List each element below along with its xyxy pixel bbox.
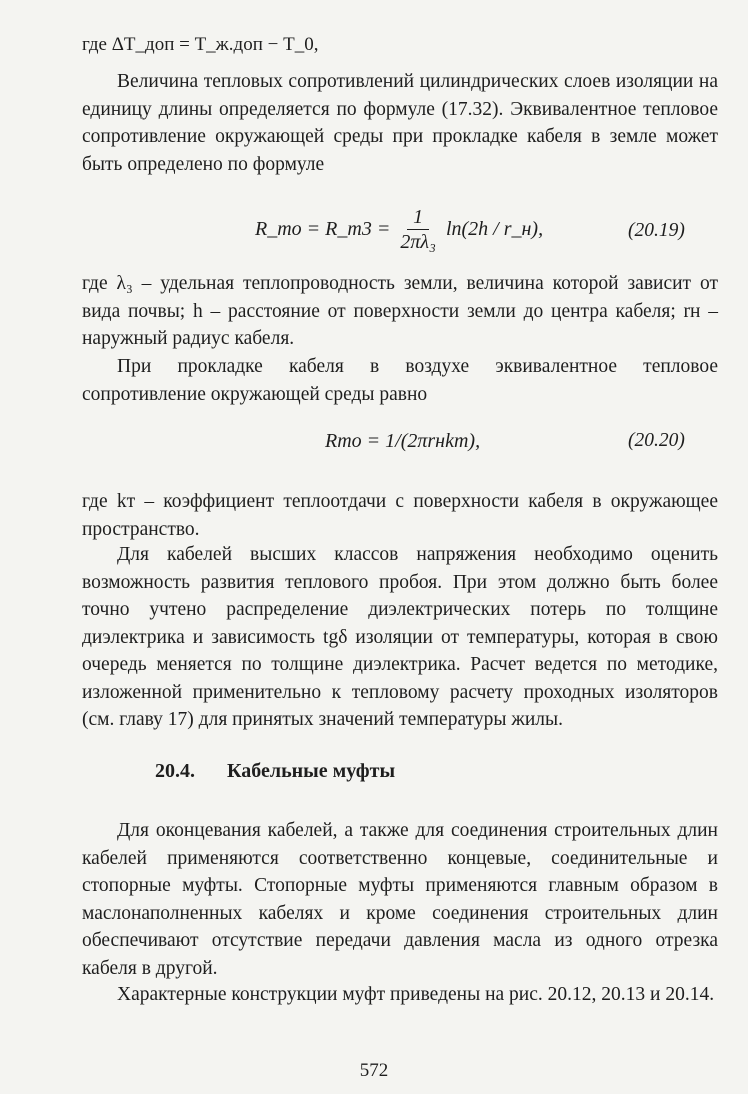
paragraph-heat-transfer-coefficient: где kт – коэффициент теплоотдачи с поверхности кабеля в окружающее пространство. bbox=[82, 491, 718, 540]
page-number: 572 bbox=[359, 1060, 389, 1081]
paragraph-thermal-breakdown: Для кабелей высших классов напряжения необходимо оценить возможность развития теплового пробоя. При этом должно быть более точно учтено распределение диэлектрических потерь по толщине диэлектрика и зависимость tgδ изоляции от температуры, которая в свою очередь меняется по толщине диэлектрика. Расчет ведется по методике, изложенной применительно к тепловому расчету проходных изоляторов (см. главу 17) для принятых значений температуры жилы. bbox=[82, 544, 718, 730]
delta-t-definition: где ΔT_доп = T_ж.доп − T_0, bbox=[82, 34, 319, 55]
equation-number-20-20: (20.20) bbox=[628, 430, 685, 451]
section-heading bbox=[155, 760, 395, 783]
paragraph-cable-joints: Для оконцевания кабелей, а также для соединения строительных длин кабелей применяются соответственно концевые, соединительные и стопорные муфты. Стопорные муфты применяются главным образом в маслонаполненных кабелях и кроме соединения строительных длин обеспечивают отсутствие передачи давления масла из одного отрезка кабеля в другой. bbox=[82, 820, 718, 979]
paragraph-thermal-resistance: Величина тепловых сопротивлений цилиндрических слоев изоляции на единицу длины определяется по формуле (17.32). Эквивалентное тепловое сопротивление окружающей среды при прокладке кабеля в земле может быть определено по формуле bbox=[82, 71, 718, 175]
section-number: 20.4. bbox=[155, 760, 195, 782]
equation-number-20-19: (20.19) bbox=[628, 220, 685, 241]
section-title: Кабельные муфты bbox=[227, 760, 396, 782]
paragraph-air-laying: При прокладке кабеля в воздухе эквивалентное тепловое сопротивление окружающей среды равно bbox=[82, 356, 718, 405]
formula-20-19 bbox=[255, 205, 543, 254]
formula-20-19-fraction bbox=[396, 205, 440, 254]
fraction-denominator: 2πλ₃ bbox=[400, 231, 436, 253]
paragraph-symbols-definition: где λ₃ – удельная теплопроводность земли, величина которой зависит от вида почвы; h – расстояние от поверхности земли до центра кабеля; rн – наружный радиус кабеля. bbox=[82, 273, 718, 349]
formula-20-19-rhs: ln(2h / r_н), bbox=[445, 218, 544, 240]
formula-20-20-expression: Rто = 1/(2πrнkт), bbox=[325, 430, 481, 452]
fraction-numerator: 1 bbox=[407, 205, 429, 230]
formula-20-20 bbox=[325, 430, 480, 453]
formula-20-19-lhs: R_то = R_т3 = bbox=[255, 218, 391, 240]
paragraph-figure-reference: Характерные конструкции муфт приведены на рис. 20.12, 20.13 и 20.14. bbox=[117, 984, 715, 1005]
